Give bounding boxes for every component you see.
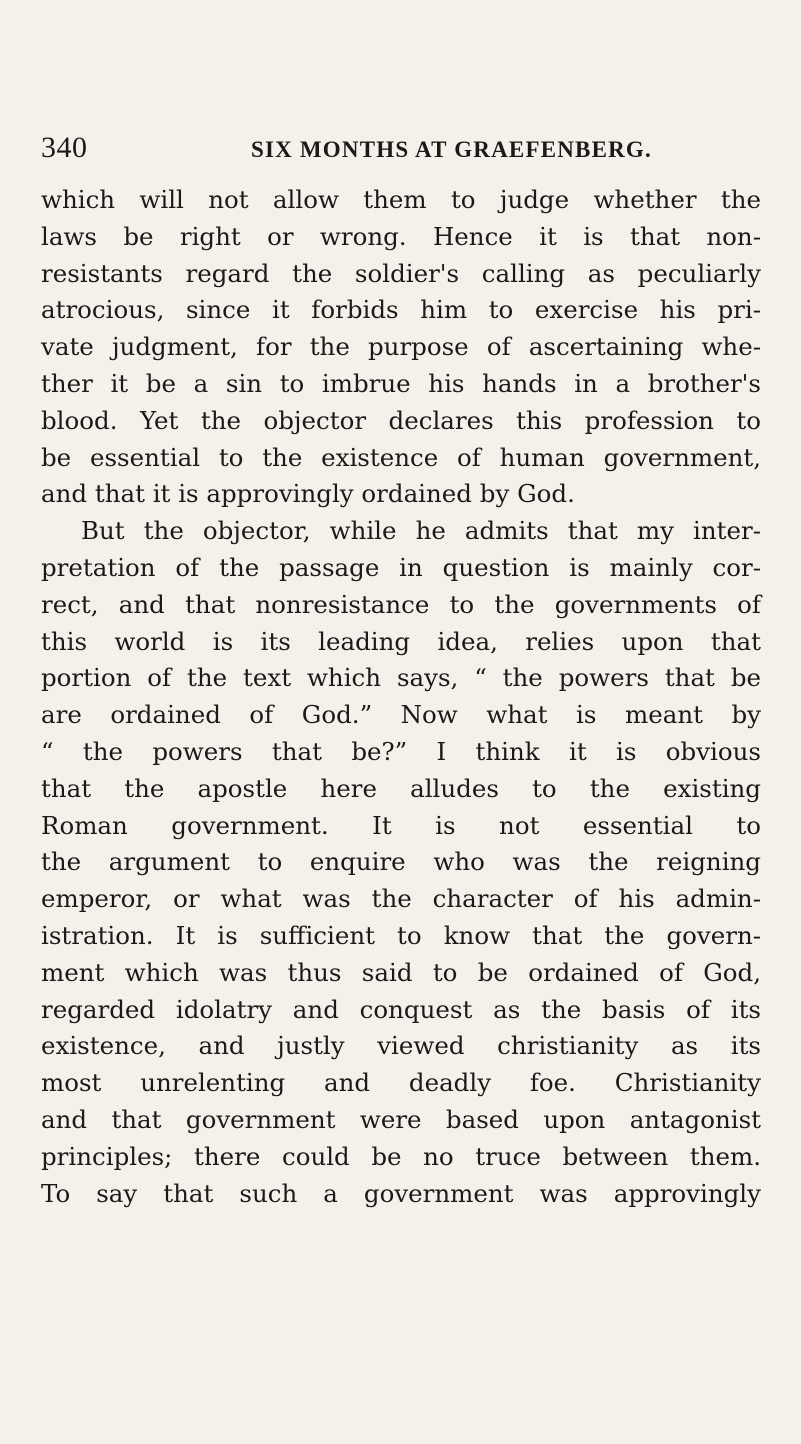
text-line-paragraph-end: and that it is approvingly ordained by God. [41,479,575,509]
body-text [41,182,761,1212]
text-line: this world is its leading idea, relies upon that [41,626,761,656]
text-line: To say that such a government was approvingly [41,1178,761,1208]
text-line-paragraph-start: But the objector, while he admits that my inter- [81,516,761,546]
text-line: pretation of the passage in question is mainly cor- [41,552,761,582]
text-line: vate judgment, for the purpose of ascertaining whe- [41,332,761,362]
text-line: regarded idolatry and conquest as the basis of its [41,994,761,1024]
text-line: most unrelenting and deadly foe. Christianity [41,1068,761,1098]
text-line: the argument to enquire who was the reigning [41,847,761,877]
running-title: SIX MONTHS AT GRAEFENBERG. [251,137,652,162]
text-line: atrocious, since it forbids him to exercise his pri- [41,295,761,325]
text-line: and that government were based upon antagonist [41,1104,761,1134]
text-line: blood. Yet the objector declares this profession to [41,405,761,435]
text-line: principles; there could be no truce between them. [41,1141,761,1171]
text-line: portion of the text which says, “ the powers that be [41,663,761,693]
text-line: istration. It is sufficient to know that the govern- [41,920,761,950]
page-number: 340 [41,131,88,164]
text-line: which will not allow them to judge whether the [41,185,761,214]
text-line: Roman government. It is not essential to [41,810,761,840]
text-line: are ordained of God.” Now what is meant by [41,700,761,730]
text-line: be essential to the existence of human government, [41,442,761,472]
text-line: laws be right or wrong. Hence it is that non- [41,221,761,251]
text-line: resistants regard the soldier's calling as peculiarly [41,258,761,288]
text-line: ment which was thus said to be ordained of God, [41,957,761,987]
text-line: rect, and that nonresistance to the governments of [41,589,761,619]
text-line: “ the powers that be?” I think it is obvious [41,736,761,766]
text-line: ther it be a sin to imbrue his hands in a brother's [41,368,761,398]
text-line: existence, and justly viewed christianity as its [41,1031,761,1061]
text-line: emperor, or what was the character of his admin- [41,884,761,914]
text-line: that the apostle here alludes to the existing [41,773,761,803]
running-head [41,130,761,170]
